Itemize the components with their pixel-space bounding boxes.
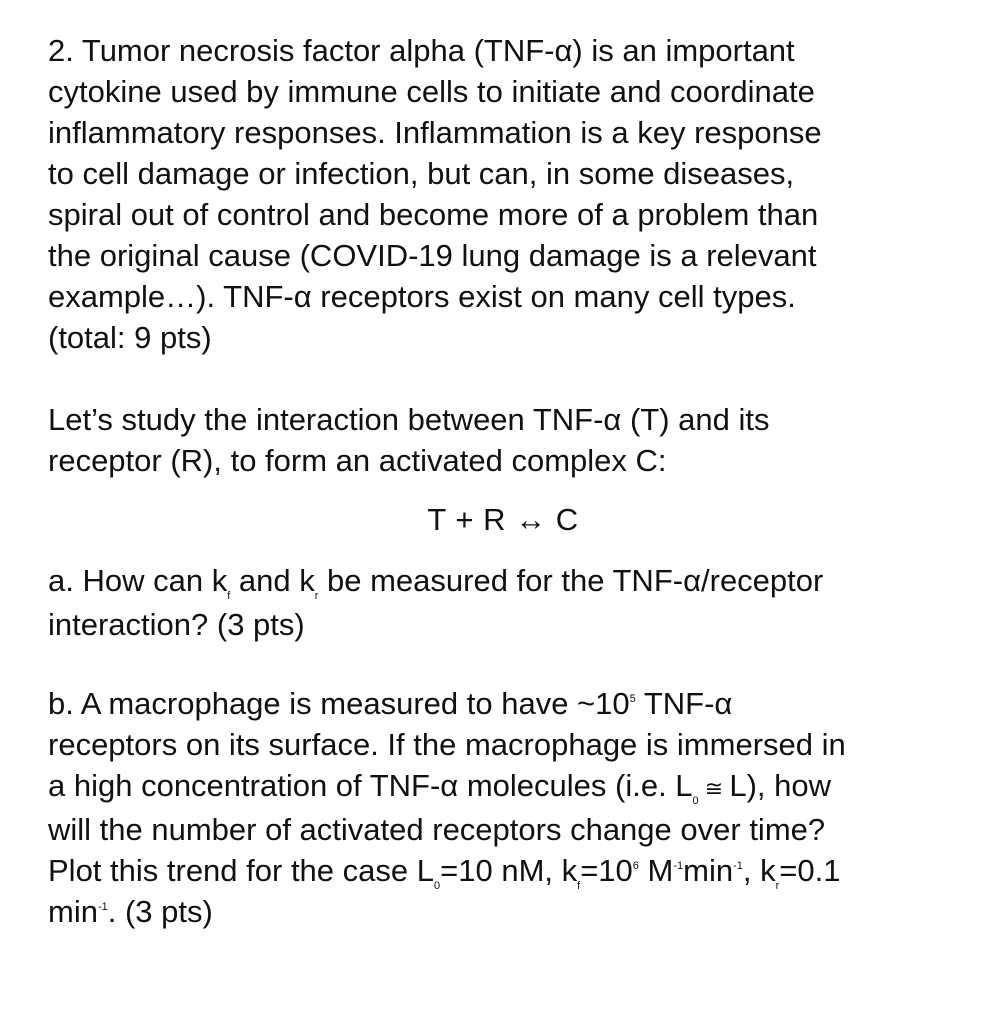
intro-line-7: example…). TNF-α receptors exist on many cell types. (48, 279, 796, 314)
part-b-line-4: will the number of activated receptors change over time? (48, 812, 826, 847)
spacer (48, 358, 958, 399)
superscript-6: 6 (632, 860, 639, 872)
setup-line-1: Let’s study the interaction between TNF-α (T) and its (48, 402, 770, 437)
part-b-text: min (48, 894, 98, 929)
subscript-r: r (314, 590, 319, 602)
part-b-text: , k (742, 853, 776, 888)
superscript-minus-1: -1 (733, 860, 743, 872)
setup-line-2: receptor (R), to form an activated complex C: (48, 443, 667, 478)
part-b-text: L), how (729, 768, 832, 803)
part-b-text: M (638, 853, 674, 888)
part-b-text: b. A macrophage is measured to have ~10 (48, 686, 630, 721)
subscript-f: f (227, 590, 231, 602)
part-b-text: =10 nM, k (440, 853, 578, 888)
part-b-text: a high concentration of TNF-α molecules (i.e. L (48, 768, 693, 803)
part-a-line-1 (48, 558, 958, 604)
intro-line-4: to cell damage or infection, but can, in some diseases, (48, 156, 795, 191)
intro-line-1: 2. Tumor necrosis factor alpha (TNF-α) is an important (48, 33, 795, 68)
superscript-minus-1: -1 (97, 901, 108, 913)
intro-line-3: inflammatory responses. Inflammation is a key response (48, 115, 822, 150)
subscript-0: 0 (692, 795, 699, 807)
part-b-line-5 (48, 850, 958, 891)
subscript-f: f (577, 880, 581, 892)
reaction-equation: T + R ↔ C (427, 502, 579, 537)
superscript-5: 5 (629, 693, 636, 705)
part-a-text: a. How can k (48, 563, 228, 598)
part-b-text: min (683, 853, 734, 888)
part-a-line-2: interaction? (3 pts) (48, 607, 305, 642)
intro-line-5: spiral out of control and become more of a problem than (48, 197, 819, 232)
part-b-text: Plot this trend for the case L (48, 853, 434, 888)
part-b-text: =10 (580, 853, 633, 888)
part-b-line-3 (48, 765, 958, 809)
intro-line-2: cytokine used by immune cells to initiate and coordinate (48, 74, 815, 109)
problem-text (48, 30, 958, 932)
part-a-text: and k (230, 563, 315, 598)
subscript-0: 0 (434, 880, 441, 892)
part-b-text: TNF-α (635, 686, 733, 721)
intro-line-6: the original cause (COVID-19 lung damage is a relevant (48, 238, 817, 273)
part-b-line-2: receptors on its surface. If the macrophage is immersed in (48, 727, 846, 762)
subscript-r: r (775, 880, 780, 892)
approx-symbol: ≅ (698, 776, 730, 801)
intro-line-8: (total: 9 pts) (48, 320, 212, 355)
superscript-minus-1: -1 (673, 860, 684, 872)
spacer (48, 645, 958, 683)
part-b-line-6 (48, 891, 958, 932)
part-b-text: =0.1 (779, 853, 841, 888)
part-a-text: be measured for the TNF-α/receptor (318, 563, 824, 598)
part-b-line-1 (48, 683, 958, 724)
part-b-text: . (3 pts) (107, 894, 213, 929)
